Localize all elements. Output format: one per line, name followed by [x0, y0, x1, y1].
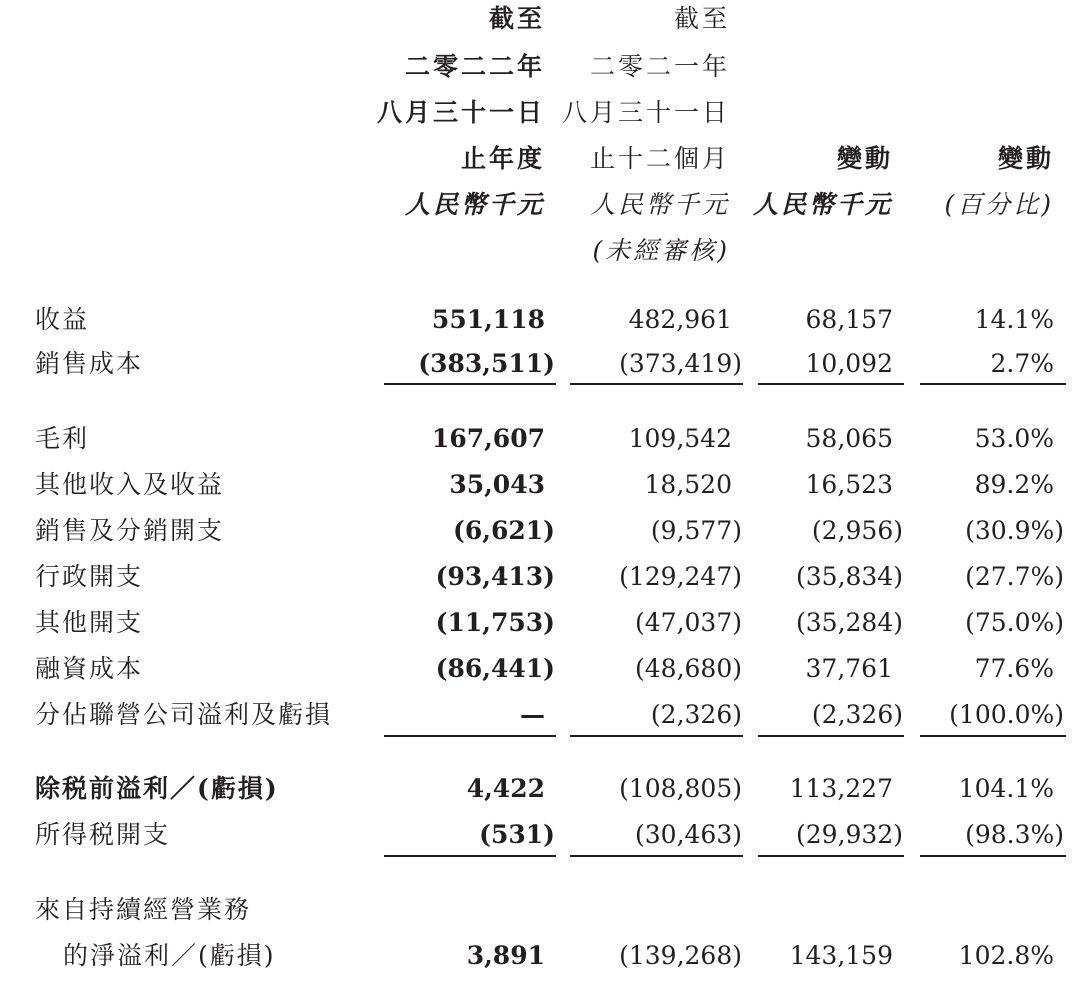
subtotal-rule	[920, 383, 1066, 385]
cell-fy2021: 482,961	[628, 305, 732, 334]
header-line: 八月三十一日	[376, 98, 545, 127]
cell-fy2021: 18,520	[644, 470, 732, 499]
cell-change-amount: 37,761	[805, 654, 893, 683]
cell-change-percent: 102.8%	[958, 941, 1054, 970]
cell-change-amount: 10,092	[805, 349, 893, 378]
cell-fy2022: 35,043	[449, 470, 545, 499]
cell-fy2022: (11,753)	[435, 608, 555, 637]
header-line: 截至	[673, 4, 730, 33]
cell-fy2022: (86,441)	[435, 654, 555, 683]
row-label: 毛利	[35, 424, 90, 453]
cell-fy2022: (531)	[479, 820, 555, 849]
cell-change-amount: (35,284)	[796, 608, 903, 637]
header-line: 止年度	[460, 144, 545, 173]
cell-fy2021: (47,037)	[635, 608, 742, 637]
subtotal-rule	[384, 735, 556, 737]
subtotal-rule	[570, 855, 743, 857]
subtotal-rule	[758, 855, 904, 857]
cell-change-amount: 143,159	[789, 941, 893, 970]
cell-change-percent: (30.9%)	[965, 516, 1064, 545]
cell-change-percent: 53.0%	[974, 424, 1054, 453]
row-label: 來自持續經營業務	[35, 895, 252, 924]
cell-fy2022: 3,891	[466, 941, 545, 970]
cell-fy2021: (30,463)	[635, 820, 742, 849]
cell-change-amount: 16,523	[805, 470, 893, 499]
cell-change-amount: 58,065	[805, 424, 893, 453]
row-label: 其他收入及收益	[35, 470, 225, 499]
row-label: 除税前溢利／(虧損)	[35, 774, 279, 803]
subtotal-rule	[384, 855, 556, 857]
cell-fy2022: 167,607	[431, 424, 545, 453]
header-line: 八月三十一日	[561, 98, 730, 127]
cell-fy2022: (383,511)	[418, 349, 555, 378]
subtotal-rule	[570, 735, 743, 737]
header-unit: 人民幣千元	[589, 190, 730, 219]
cell-change-percent: (100.0%)	[949, 700, 1064, 729]
cell-fy2022: (6,621)	[453, 516, 555, 545]
cell-fy2021: (108,805)	[619, 774, 742, 803]
subtotal-rule	[920, 855, 1066, 857]
subtotal-rule	[920, 735, 1066, 737]
header-unit: 人民幣千元	[752, 190, 893, 219]
cell-change-percent: 2.7%	[990, 349, 1054, 378]
subtotal-rule	[758, 383, 904, 385]
cell-change-amount: 68,157	[805, 305, 893, 334]
cell-fy2022: (93,413)	[435, 562, 555, 591]
cell-fy2021: (2,326)	[650, 700, 742, 729]
cell-fy2021: (373,419)	[619, 349, 742, 378]
subtotal-rule	[570, 383, 743, 385]
header-unit: 人民幣千元	[404, 190, 545, 219]
cell-change-percent: (27.7%)	[965, 562, 1064, 591]
cell-fy2021: 109,542	[628, 424, 732, 453]
row-label: 分佔聯營公司溢利及虧損	[35, 700, 333, 729]
header-line: 變動	[997, 144, 1054, 173]
cell-change-percent: 104.1%	[958, 774, 1054, 803]
row-label: 行政開支	[35, 562, 144, 591]
row-label: 收益	[35, 305, 90, 334]
cell-fy2021: (48,680)	[635, 654, 742, 683]
cell-change-amount: (35,834)	[796, 562, 903, 591]
cell-fy2021: (129,247)	[619, 562, 742, 591]
cell-fy2022: 4,422	[466, 774, 545, 803]
cell-change-percent: 14.1%	[974, 305, 1054, 334]
row-label: 所得税開支	[35, 820, 171, 849]
header-line: 變動	[836, 144, 893, 173]
header-line: 二零二一年	[589, 52, 730, 81]
cell-fy2021: (139,268)	[619, 941, 742, 970]
row-label: 其他開支	[35, 608, 144, 637]
row-label: 的淨溢利／(虧損)	[63, 941, 276, 970]
cell-change-percent: (75.0%)	[965, 608, 1064, 637]
cell-fy2022: 551,118	[431, 305, 545, 334]
cell-fy2021: (9,577)	[650, 516, 742, 545]
header-unit: (百分比)	[944, 190, 1054, 219]
cell-change-amount: (29,932)	[796, 820, 903, 849]
cell-change-percent: (98.3%)	[965, 820, 1064, 849]
cell-fy2022: —	[520, 700, 545, 729]
cell-change-percent: 89.2%	[974, 470, 1054, 499]
subtotal-rule	[758, 735, 904, 737]
header-line: 截至	[488, 4, 545, 33]
row-label: 銷售成本	[35, 349, 144, 378]
row-label: 融資成本	[35, 654, 144, 683]
header-line: 二零二二年	[404, 52, 545, 81]
cell-change-amount: (2,956)	[811, 516, 903, 545]
header-line: 止十二個月	[589, 144, 730, 173]
row-label: 銷售及分銷開支	[35, 516, 225, 545]
cell-change-amount: 113,227	[789, 774, 893, 803]
header-note: (未經審核)	[592, 236, 730, 265]
cell-change-percent: 77.6%	[974, 654, 1054, 683]
subtotal-rule	[384, 383, 556, 385]
cell-change-amount: (2,326)	[811, 700, 903, 729]
